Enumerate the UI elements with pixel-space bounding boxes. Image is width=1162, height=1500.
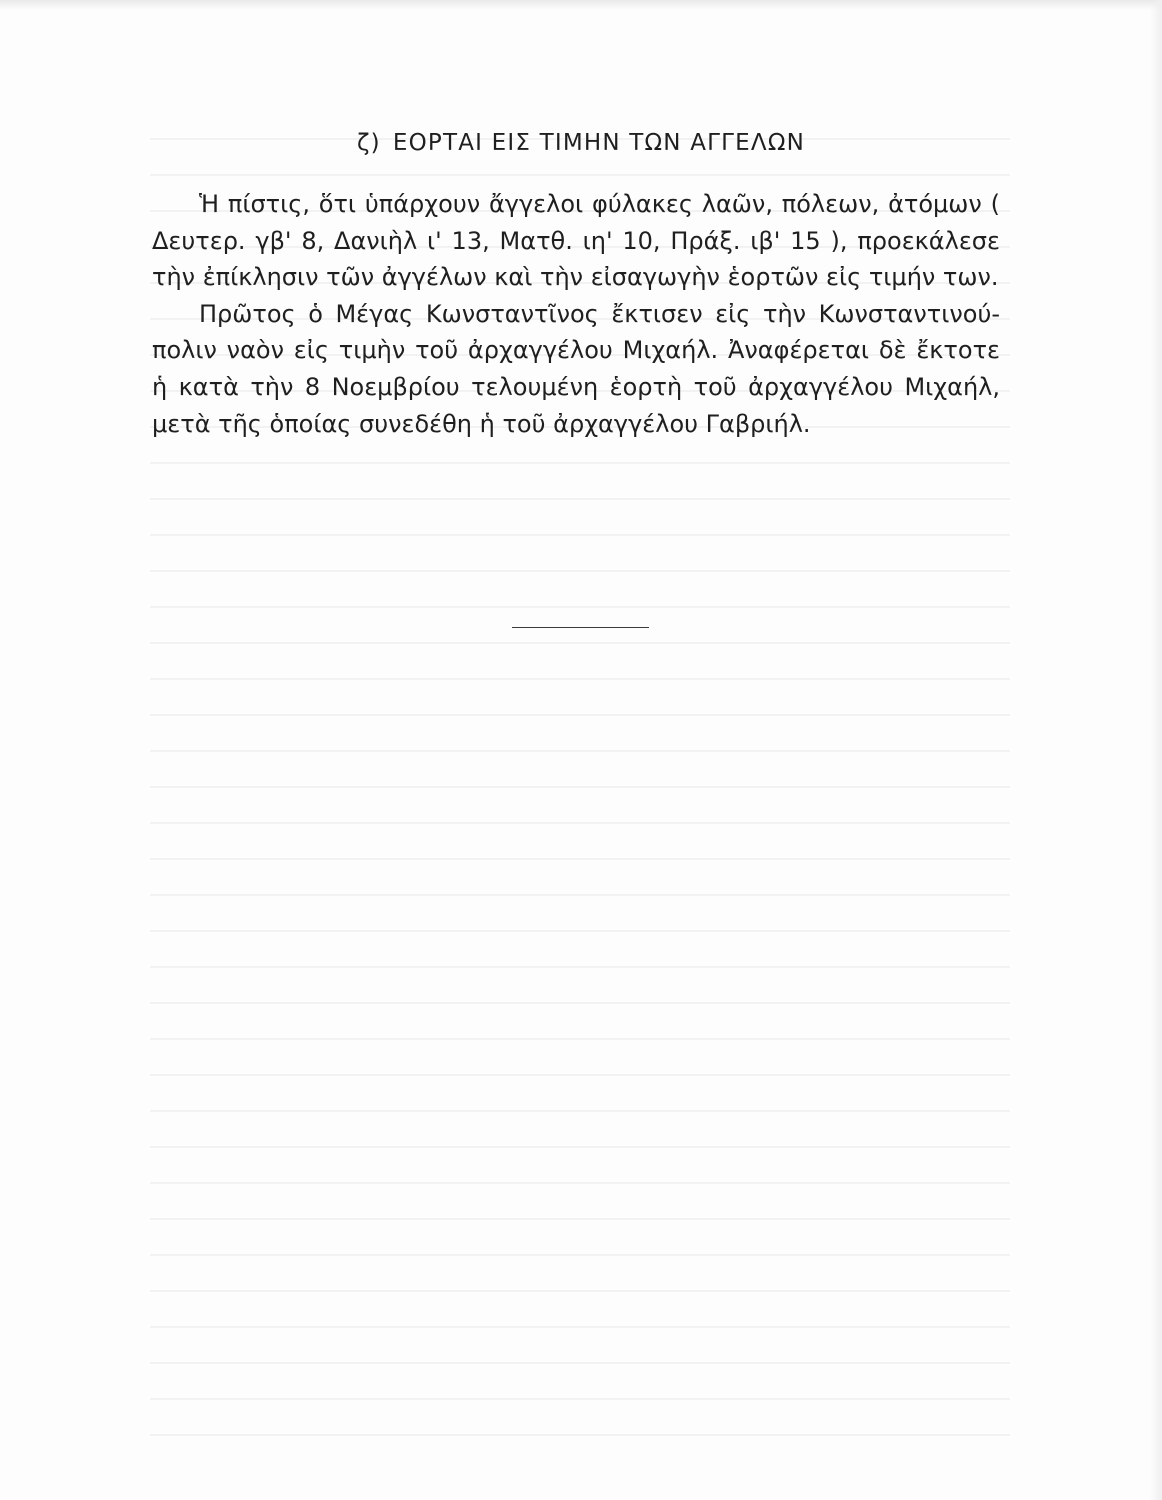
section-title-text: ΕΟΡΤΑΙ ΕΙΣ ΤΙΜΗΝ ΤΩΝ ΑΓΓΕΛΩΝ [392,130,806,156]
section-marker: ζ) [356,130,381,156]
section-heading [0,128,1162,158]
paragraph-1: Ἡ πίστις, ὅτι ὑπάρχουν ἄγγελοι φύλακες λαῶν, πόλεων, ἀτόμων ( Δευτερ. γβ' 8, Δανιὴλ ι' 13, Ματθ. ιη' 10, Πράξ. ιβ' 15 ), προεκάλεσε τὴν ἐπίκλησιν τῶν ἀγγέλων καὶ τὴν εἰσαγωγὴν ἑορτῶν εἰς τιμήν των. [152,190,1000,292]
scan-edge-shadow [0,0,1162,10]
scan-edge-shadow-right [1150,0,1162,1500]
section-separator-rule [512,627,649,628]
body-text [152,186,1000,442]
paragraph-2: Πρῶτος ὁ Μέγας Κωνσταντῖνος ἔκτισεν εἰς τὴν Κωνσταντινούπολιν ναὸν εἰς τιμὴν τοῦ ἀρχαγγέλου Μιχαήλ. Ἀναφέρεται δὲ ἔκτοτε ἡ κατὰ τὴν 8 Νοεμβρίου τελουμένη ἑορτὴ τοῦ ἀρχαγγέλου Μιχαήλ, μετὰ τῆς ὁποίας συνεδέθη ἡ τοῦ ἀρχαγγέλου Γαβριήλ. [152,299,1000,438]
